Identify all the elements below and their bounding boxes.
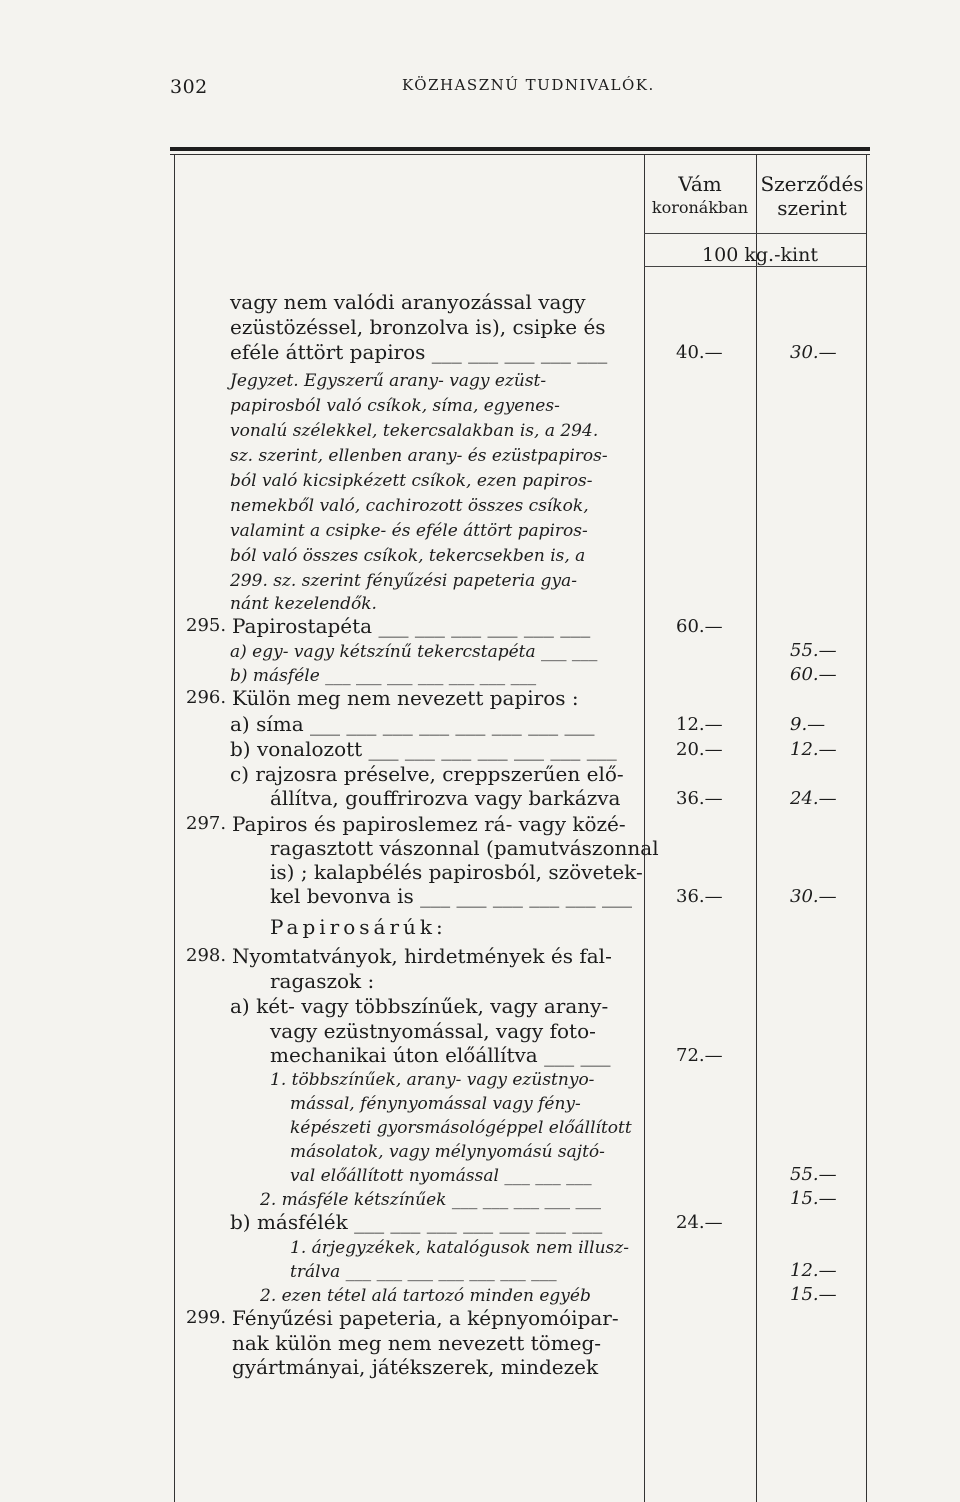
entry-line: Fényűzési papeteria, a képnyomóipar- (232, 1306, 619, 1330)
header-under-line (644, 233, 866, 234)
szerzodes-value: 55.— (790, 640, 837, 661)
item-number: 297. (186, 813, 227, 834)
entry-line: Papirosárúk: (270, 915, 447, 939)
note-line: nemekből való, cachirozott összes csíkok, (230, 496, 589, 516)
vam-value: 20.— (676, 739, 723, 760)
column-divider-1 (644, 155, 645, 1502)
szerzodes-value: 60.— (790, 664, 837, 685)
col-header-vam (646, 172, 754, 220)
entry-line: vagy nem valódi aranyozással vagy (230, 290, 586, 314)
szerzodes-value: 30.— (790, 342, 837, 363)
col-header-vam-line2: koronákban (651, 198, 749, 217)
entry-line: Papirostapéta ___ ___ ___ ___ ___ ___ (232, 614, 591, 638)
running-title: KÖZHASZNÚ TUDNIVALÓK. (402, 76, 655, 94)
szerzodes-value: 15.— (790, 1284, 837, 1305)
note-line: 1. többszínűek, arany- vagy ezüstnyo- (270, 1070, 595, 1090)
entry-line: eféle áttört papiros ___ ___ ___ ___ ___ (230, 340, 608, 364)
note-line: a) egy- vagy kétszínű tekercstapéta ___ ___ (230, 642, 598, 662)
note-line: másolatok, vagy mélynyomású sajtó- (290, 1142, 605, 1162)
entry-line: nak külön meg nem nevezett tömeg- (232, 1331, 602, 1355)
entry-line: állítva, gouffrirozva vagy barkázva (270, 786, 621, 810)
entry-line: a) síma ___ ___ ___ ___ ___ ___ ___ ___ (230, 712, 595, 736)
entry-line: b) vonalozott ___ ___ ___ ___ ___ ___ ___ (230, 737, 617, 761)
left-frame-line (174, 155, 175, 1502)
item-number: 299. (186, 1307, 227, 1328)
entry-line: is) ; kalapbélés papirosból, szövetek- (270, 860, 643, 884)
top-thin-rule (170, 154, 870, 155)
entry-line: Papiros és papiroslemez rá- vagy közé- (232, 812, 626, 836)
szerzodes-value: 9.— (790, 714, 826, 735)
col-header-szerzodes-line1: Szerződés (760, 172, 864, 196)
top-thick-rule (170, 147, 870, 151)
szerzodes-value: 30.— (790, 886, 837, 907)
entry-line: Nyomtatványok, hirdetmények és fal- (232, 944, 612, 968)
column-divider-2 (756, 155, 757, 1502)
item-number: 296. (186, 687, 227, 708)
vam-value: 40.— (676, 342, 723, 363)
note-line: ból való összes csíkok, tekercsekben is, a (230, 546, 586, 566)
col-header-szerzodes-line2: szerint (777, 196, 847, 220)
entry-line: kel bevonva is ___ ___ ___ ___ ___ ___ (270, 884, 632, 908)
entry-line: c) rajzosra préselve, creppszerűen elő- (230, 762, 624, 786)
page-number: 302 (170, 76, 208, 98)
note-line: valamint a csipke- és eféle áttört papiros- (230, 521, 588, 541)
col-header-unit: 100 kg.-kint (702, 244, 818, 266)
vam-value: 60.— (676, 616, 723, 637)
note-line: b) másféle ___ ___ ___ ___ ___ ___ ___ (230, 666, 537, 686)
szerzodes-value: 15.— (790, 1188, 837, 1209)
right-frame-line (866, 155, 867, 1502)
note-line: ból való kicsipkézett csíkok, ezen papiros- (230, 471, 593, 491)
vam-value: 72.— (676, 1045, 723, 1066)
note-line: sz. szerint, ellenben arany- és ezüstpapiros- (230, 446, 608, 466)
note-line: nánt kezelendők. (230, 594, 377, 614)
note-line: Jegyzet. Egyszerű arany- vagy ezüst- (230, 371, 547, 391)
szerzodes-value: 12.— (790, 1260, 837, 1281)
entry-line: a) két- vagy többszínűek, vagy arany- (230, 994, 609, 1018)
note-line: vonalú szélekkel, tekercsalakban is, a 294. (230, 421, 599, 441)
szerzodes-value: 55.— (790, 1164, 837, 1185)
note-line: 2. másféle kétszínűek ___ ___ ___ ___ ___ (260, 1190, 601, 1210)
vam-value: 36.— (676, 886, 723, 907)
note-line: képészeti gyorsmásológéppel előállított (290, 1118, 632, 1138)
entry-line: Külön meg nem nevezett papiros : (232, 686, 579, 710)
item-number: 298. (186, 945, 227, 966)
vam-value: 12.— (676, 714, 723, 735)
note-line: 299. sz. szerint fényűzési papeteria gya- (230, 571, 577, 591)
col-header-vam-line1: Vám (678, 172, 722, 196)
entry-line: b) másfélék ___ ___ ___ ___ ___ ___ ___ (230, 1210, 603, 1234)
vam-value: 24.— (676, 1212, 723, 1233)
entry-line: mechanikai úton előállítva ___ ___ (270, 1043, 611, 1067)
note-line: 1. árjegyzékek, katalógusok nem illusz- (290, 1238, 629, 1258)
entry-line: gyártmányai, játékszerek, mindezek (232, 1355, 599, 1379)
vam-value: 36.— (676, 788, 723, 809)
item-number: 295. (186, 615, 227, 636)
szerzodes-value: 12.— (790, 739, 837, 760)
entry-line: ragasztott vászonnal (pamutvászonnal (270, 836, 659, 860)
entry-line: vagy ezüstnyomással, vagy foto- (270, 1019, 596, 1043)
note-line: 2. ezen tétel alá tartozó minden egyéb (260, 1286, 591, 1306)
col-header-szerzodes (758, 172, 866, 220)
entry-line: ragaszok : (270, 969, 375, 993)
szerzodes-value: 24.— (790, 788, 837, 809)
note-line: mással, fénynyomással vagy fény- (290, 1094, 581, 1114)
note-line: trálva ___ ___ ___ ___ ___ ___ ___ (290, 1262, 557, 1282)
entry-line: ezüstözéssel, bronzolva is), csipke és (230, 315, 606, 339)
note-line: papirosból való csíkok, síma, egyenes- (230, 396, 560, 416)
note-line: val előállított nyomással ___ ___ ___ (290, 1166, 592, 1186)
